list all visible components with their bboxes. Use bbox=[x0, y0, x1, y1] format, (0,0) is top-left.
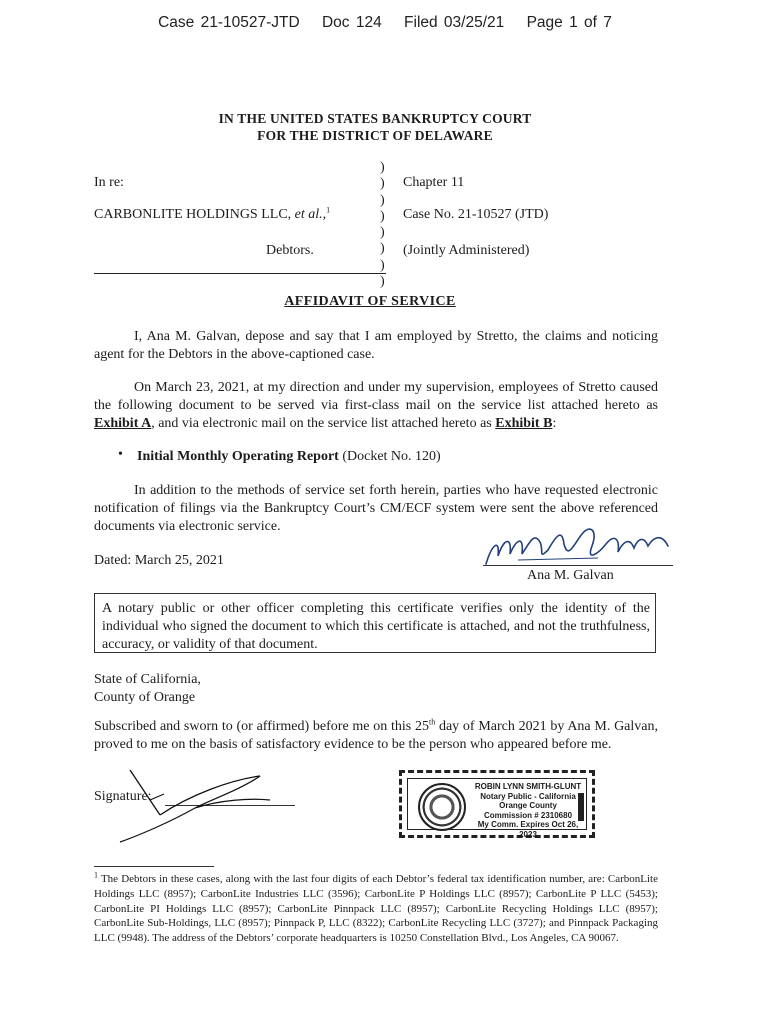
jurat-ordinal: th bbox=[428, 717, 436, 727]
court-title bbox=[0, 110, 750, 144]
jurat-paragraph bbox=[94, 718, 658, 754]
footnote-text: The Debtors in these cases, along with the last four digits of each Debtor’s federal tax identification number, are: CarbonLite Holdings LLC (8957); CarbonLite Industries LLC (3596); CarbonLite P Holdings LLC (8957); CarbonLite P LLC (5453); CarbonLite PI Holdings LLC (8957); CarbonLite Pinnpack LLC (8957); CarbonLite Recycling Holdings LLC (8957); CarbonLite Sub-Holdings, LLC (8957); Pinnpack P, LLC (8322); CarbonLite Recycling LLC (3727); and Pinnpack Packaging LLC (9948). The address of the Debtors’ corporate headquarters is 10250 Constellation Blvd., Los Angeles, CA 90067. bbox=[94, 873, 658, 945]
jointly-administered: (Jointly Administered) bbox=[403, 243, 530, 258]
debtor-name-text: CARBONLITE HOLDINGS LLC, bbox=[94, 207, 292, 222]
filed-date-header: Filed 03/25/21 bbox=[404, 14, 505, 31]
doc-number-header: Doc 124 bbox=[321, 14, 382, 31]
filing-header bbox=[0, 14, 770, 32]
jurat-text-b: day of March 2021 by Ana M. Galvan, proved to me on the basis of satisfactory evidence to be the person who appeared before me. bbox=[94, 719, 658, 752]
et-al-text: et al., bbox=[294, 207, 327, 222]
served-document-title: Initial Monthly Operating Report bbox=[137, 449, 339, 464]
paragraph-service bbox=[94, 379, 658, 433]
venue-state: State of California, bbox=[94, 672, 201, 687]
in-re-label: In re: bbox=[94, 175, 124, 190]
case-number-header: Case 21-10527-JTD bbox=[158, 14, 300, 31]
paragraph-ecf: In addition to the methods of service set forth herein, parties who have requested electronic notification of filings via the Bankruptcy Court’s CM/ECF system were sent the above referenced documents via electronic service. bbox=[94, 483, 658, 534]
caption-parentheses: ) ) ) ) ) ) ) ) bbox=[380, 160, 385, 290]
notary-stamp bbox=[399, 770, 595, 838]
california-seal-icon bbox=[418, 783, 466, 831]
jurat-text-a: Subscribed and sworn to (or affirmed) before me on this 25 bbox=[94, 719, 429, 734]
footnote-ref: 1 bbox=[326, 205, 331, 215]
notary-expiration: My Comm. Expires Oct 26, 2023 bbox=[477, 820, 579, 839]
debtor-name bbox=[94, 207, 330, 223]
notary-name: ROBIN LYNN SMITH-GLUNT bbox=[474, 782, 582, 791]
service-text-c: : bbox=[552, 416, 557, 431]
venue-county: County of Orange bbox=[94, 690, 196, 705]
service-text-a: On March 23, 2021, at my direction and under my supervision, employees of Stretto caused the following document to be served via first-class mail on the service list attached hereto as bbox=[94, 380, 658, 413]
dated-line: Dated: March 25, 2021 bbox=[94, 553, 224, 568]
signer-name: Ana M. Galvan bbox=[527, 568, 614, 583]
page-number-header: Page 1 of 7 bbox=[526, 14, 612, 31]
notary-notice-text: A notary public or other officer completing this certificate verifies only the identity of the individual who signed the document to which this certificate is attached, and not the truthfulness, accuracy, or validity of that document. bbox=[102, 601, 650, 652]
case-number: Case No. 21-10527 (JTD) bbox=[403, 207, 549, 222]
bullet-icon: • bbox=[118, 447, 123, 462]
service-text-b: , and via electronic mail on the service list attached hereto as bbox=[151, 416, 492, 431]
venue bbox=[94, 671, 201, 707]
notary-stamp-frame bbox=[407, 778, 587, 839]
exhibit-a-ref: Exhibit A bbox=[94, 416, 152, 431]
document-title: AFFIDAVIT OF SERVICE bbox=[284, 294, 456, 309]
signature-label: Signature: bbox=[94, 789, 152, 804]
notary-stamp-text bbox=[472, 782, 584, 839]
signature-notary bbox=[100, 760, 300, 850]
notary-commission: Commission # 2310680 bbox=[483, 810, 573, 820]
footnote-mark: 1 bbox=[94, 870, 98, 880]
court-title-line2: FOR THE DISTRICT OF DELAWARE bbox=[257, 128, 493, 143]
chapter-label: Chapter 11 bbox=[403, 175, 465, 190]
served-document-item bbox=[137, 449, 441, 465]
court-title-line1: IN THE UNITED STATES BANKRUPTCY COURT bbox=[218, 111, 532, 126]
footnote-rule bbox=[94, 866, 214, 867]
caption-underline bbox=[94, 273, 386, 274]
notary-title: Notary Public - California bbox=[480, 791, 576, 801]
paragraph-employment: I, Ana M. Galvan, depose and say that I am employed by Stretto, the claims and noticing agent for the Debtors in the above-captioned case. bbox=[94, 329, 658, 362]
footnote bbox=[94, 872, 658, 946]
exhibit-b-ref: Exhibit B bbox=[495, 416, 553, 431]
served-document-docket: (Docket No. 120) bbox=[338, 449, 441, 464]
signature-line bbox=[483, 565, 673, 566]
debtors-label: Debtors. bbox=[266, 243, 314, 258]
stamp-side-bar bbox=[578, 793, 584, 821]
notary-county: Orange County bbox=[499, 801, 557, 810]
